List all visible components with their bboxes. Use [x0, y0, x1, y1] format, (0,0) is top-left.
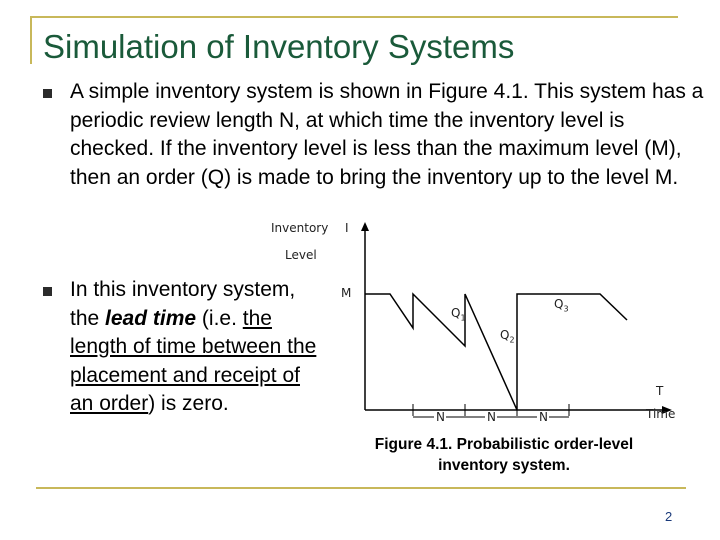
inventory-level-line	[365, 294, 627, 410]
figure-caption-line1: Figure 4.1. Probabilistic order-level	[374, 436, 634, 453]
x-axis-symbol: T	[656, 384, 664, 398]
lead-time-definition: the length of time between the placement and receipt of an order	[70, 306, 317, 415]
max-level-label: M	[341, 286, 352, 300]
lead-time-emphasis: lead time	[105, 306, 197, 330]
period-label-3: N	[539, 410, 548, 424]
order-label-q1: $Q_1$	[451, 306, 466, 323]
x-axis-label: Time	[646, 407, 676, 421]
bullet-2-part2: (i.e.	[196, 306, 243, 330]
page-number: 2	[665, 509, 673, 524]
bullet-text-1: A simple inventory system is shown in Figure 4.1. This system has a periodic review length N, at which time the inventory level is checked. If the inventory level is less than the maximum level (M), then an order (Q) is made to bring the inventory up to the level M.	[70, 80, 704, 189]
order-label-q3: $Q_3$	[554, 297, 569, 314]
period-label-2: N	[487, 410, 496, 424]
period-label-1: N	[436, 410, 445, 424]
figure-caption	[340, 434, 668, 476]
y-axis-symbol: I	[345, 221, 349, 235]
bullet-2-part3: ) is zero.	[148, 392, 229, 415]
y-axis-arrow	[361, 222, 369, 231]
bullet-2-part1: In this inventory system, the	[70, 278, 296, 330]
order-label-q2: $Q_2$	[500, 328, 515, 345]
slide-title: Simulation of Inventory Systems	[43, 28, 515, 65]
y-axis-label-line1: Inventory	[271, 221, 329, 235]
y-axis-label-line2: Level	[285, 248, 317, 262]
figure-caption-line2: inventory system.	[438, 457, 570, 474]
